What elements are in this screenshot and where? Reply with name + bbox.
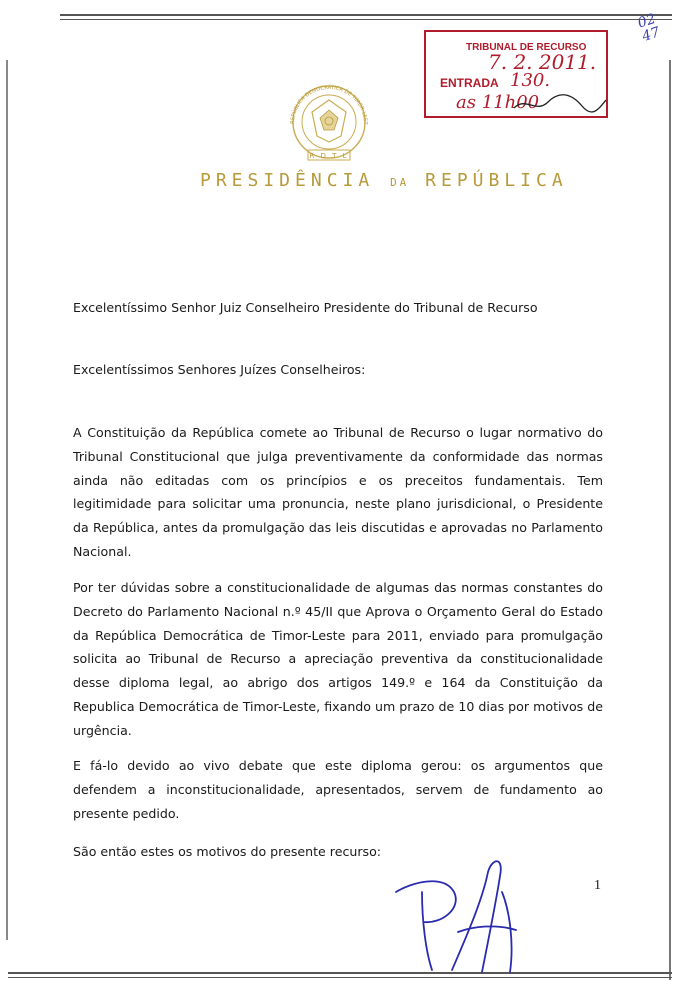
- paragraph-constitution: A Constituição da República comete ao Tribunal de Recurso o lugar normativo do Tribunal Constitucional que julga preventivamente da conformidade das normas ainda não editadas com os princípios e os preceitos fundamentais. Tem legitimidade para solicitar uma pronuncia, neste plano jurisdicional, o Presidente da República, antes da promulgação das leis discutidas e aprovadas no Parlamento Nacional.: [73, 425, 603, 559]
- paragraph-debate: E fá-lo devido ao vivo debate que este diploma gerou: os argumentos que defendem a inconstitucionalidade, apresentados, servem de fundamento ao presente pedido.: [73, 758, 603, 821]
- scan-border-bottom: [8, 972, 672, 974]
- stamp-time: as 11h00: [456, 92, 540, 113]
- stamp-title: TRIBUNAL DE RECURSO: [466, 42, 587, 53]
- stamp-entrada-number: 130.: [510, 70, 551, 91]
- seal-band-text: R D T L: [309, 152, 349, 160]
- court-reception-stamp: [424, 30, 608, 118]
- scan-border-bottom-inner: [8, 977, 672, 978]
- handwritten-signature: [392, 852, 532, 977]
- org-title-part2: DA: [390, 176, 410, 189]
- page-number: 1: [594, 878, 601, 893]
- scan-border-top: [60, 14, 672, 16]
- org-title-part1: PRESIDÊNCIA: [200, 170, 375, 191]
- scan-border-top-inner: [60, 19, 672, 20]
- org-title-part3: REPÚBLICA: [425, 170, 568, 191]
- paragraph-motives: São então estes os motivos do presente recurso:: [73, 844, 382, 859]
- stamp-initials-scribble: [512, 90, 608, 116]
- page-reference-line1: 02: [635, 10, 658, 32]
- organization-title: [200, 170, 568, 191]
- salutation-president: Excelentíssimo Senhor Juiz Conselheiro Presidente do Tribunal de Recurso: [73, 300, 538, 315]
- stamp-date: 7. 2. 2011.: [488, 50, 597, 74]
- page-reference-annotation: [636, 12, 662, 44]
- page-reference-line2: 47: [640, 24, 663, 46]
- republic-seal-emblem: [284, 82, 374, 166]
- scan-border-left: [6, 60, 8, 940]
- stamp-entrada-label: ENTRADA: [440, 76, 499, 90]
- salutation-judges: Excelentíssimos Senhores Juízes Conselheiros:: [73, 362, 366, 377]
- scan-border-right: [669, 60, 671, 980]
- seal-ring-text: REPÚBLICA DEMOCRÁTICA DE TIMOR-LEST: [289, 84, 369, 125]
- paragraph-doubts: Por ter dúvidas sobre a constitucionalidade de algumas das normas constantes do Decreto do Parlamento Nacional n.º 45/II que Aprova o Orçamento Geral do Estado da República Democrática de Timor-Leste para 2011, enviado para promulgação solicita ao Tribunal de Recurso a apreciação preventiva da constitucionalidade desse diploma legal, ao abrigo dos artigos 149.º e 164 da Constituição da Republica Democrática de Timor-Leste, fixando um prazo de 10 dias por motivos de urgência.: [73, 580, 603, 738]
